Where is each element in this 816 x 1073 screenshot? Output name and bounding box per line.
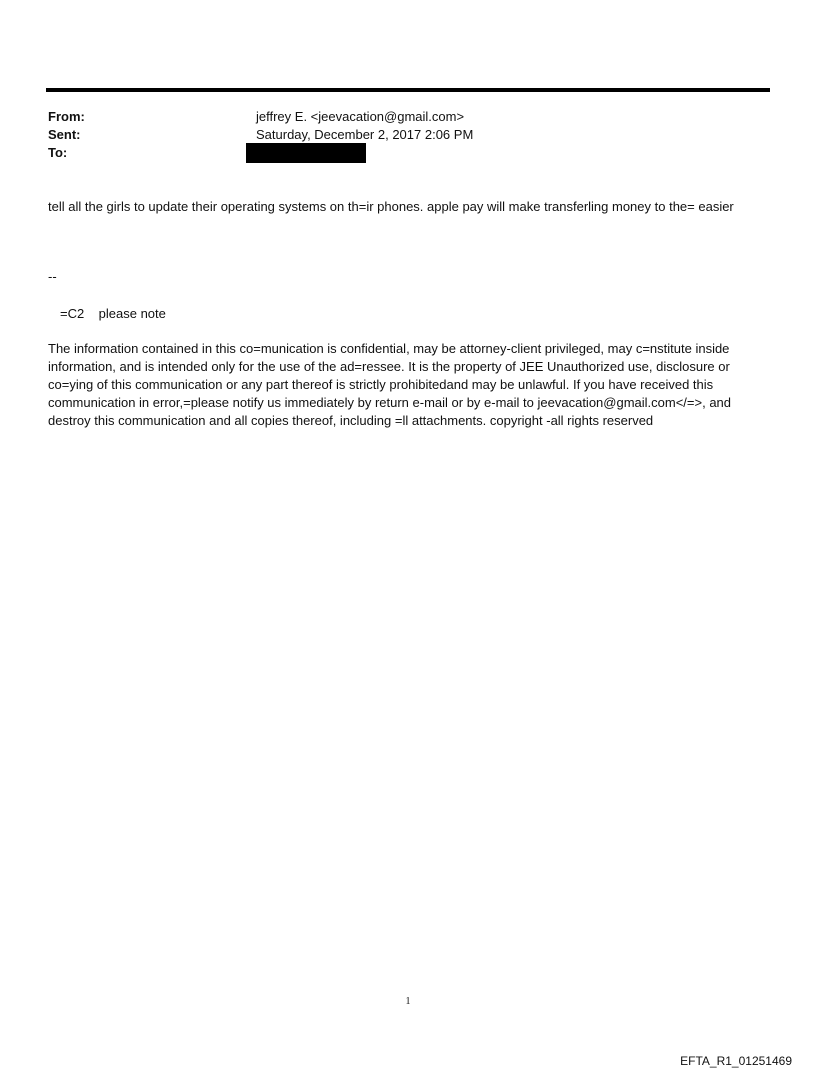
sent-value: Saturday, December 2, 2017 2:06 PM [256, 127, 474, 142]
sent-label: Sent: [48, 127, 81, 142]
email-header [48, 108, 768, 162]
sent-row [48, 126, 768, 144]
page-number: 1 [405, 996, 411, 1007]
to-redaction [246, 143, 366, 163]
to-label: To: [48, 145, 68, 160]
note-line: =C2 please note [60, 306, 166, 321]
from-value: jeffrey E. <jeevacation@gmail.com> [256, 109, 465, 124]
to-row [48, 144, 768, 162]
signature-separator: -- [48, 269, 57, 284]
document-id: EFTA_R1_01251469 [680, 1054, 792, 1068]
message-text: tell all the girls to update their operating systems on th=ir phones. apple pay will make transferling money to the= easier [48, 199, 734, 214]
from-label: From: [48, 109, 85, 124]
confidentiality-disclaimer: The information contained in this co=munication is confidential, may be attorney-client privileged, may c=nstitute inside information, and is intended only for the use of the ad=ressee. It is the property of JEE Unauthorized use, disclosure or co=ying of this communication or any part thereof is strictly prohibitedand may be unlawful. If you have received this communication in error,=please notify us immediately by return e-mail or by e-mail to jeevacation@gmail.com</=>, and destroy this communication and all copies thereof, including =ll attachments. copyright -all rights reserved [48, 341, 732, 428]
header-rule [46, 88, 770, 92]
from-row [48, 108, 768, 126]
